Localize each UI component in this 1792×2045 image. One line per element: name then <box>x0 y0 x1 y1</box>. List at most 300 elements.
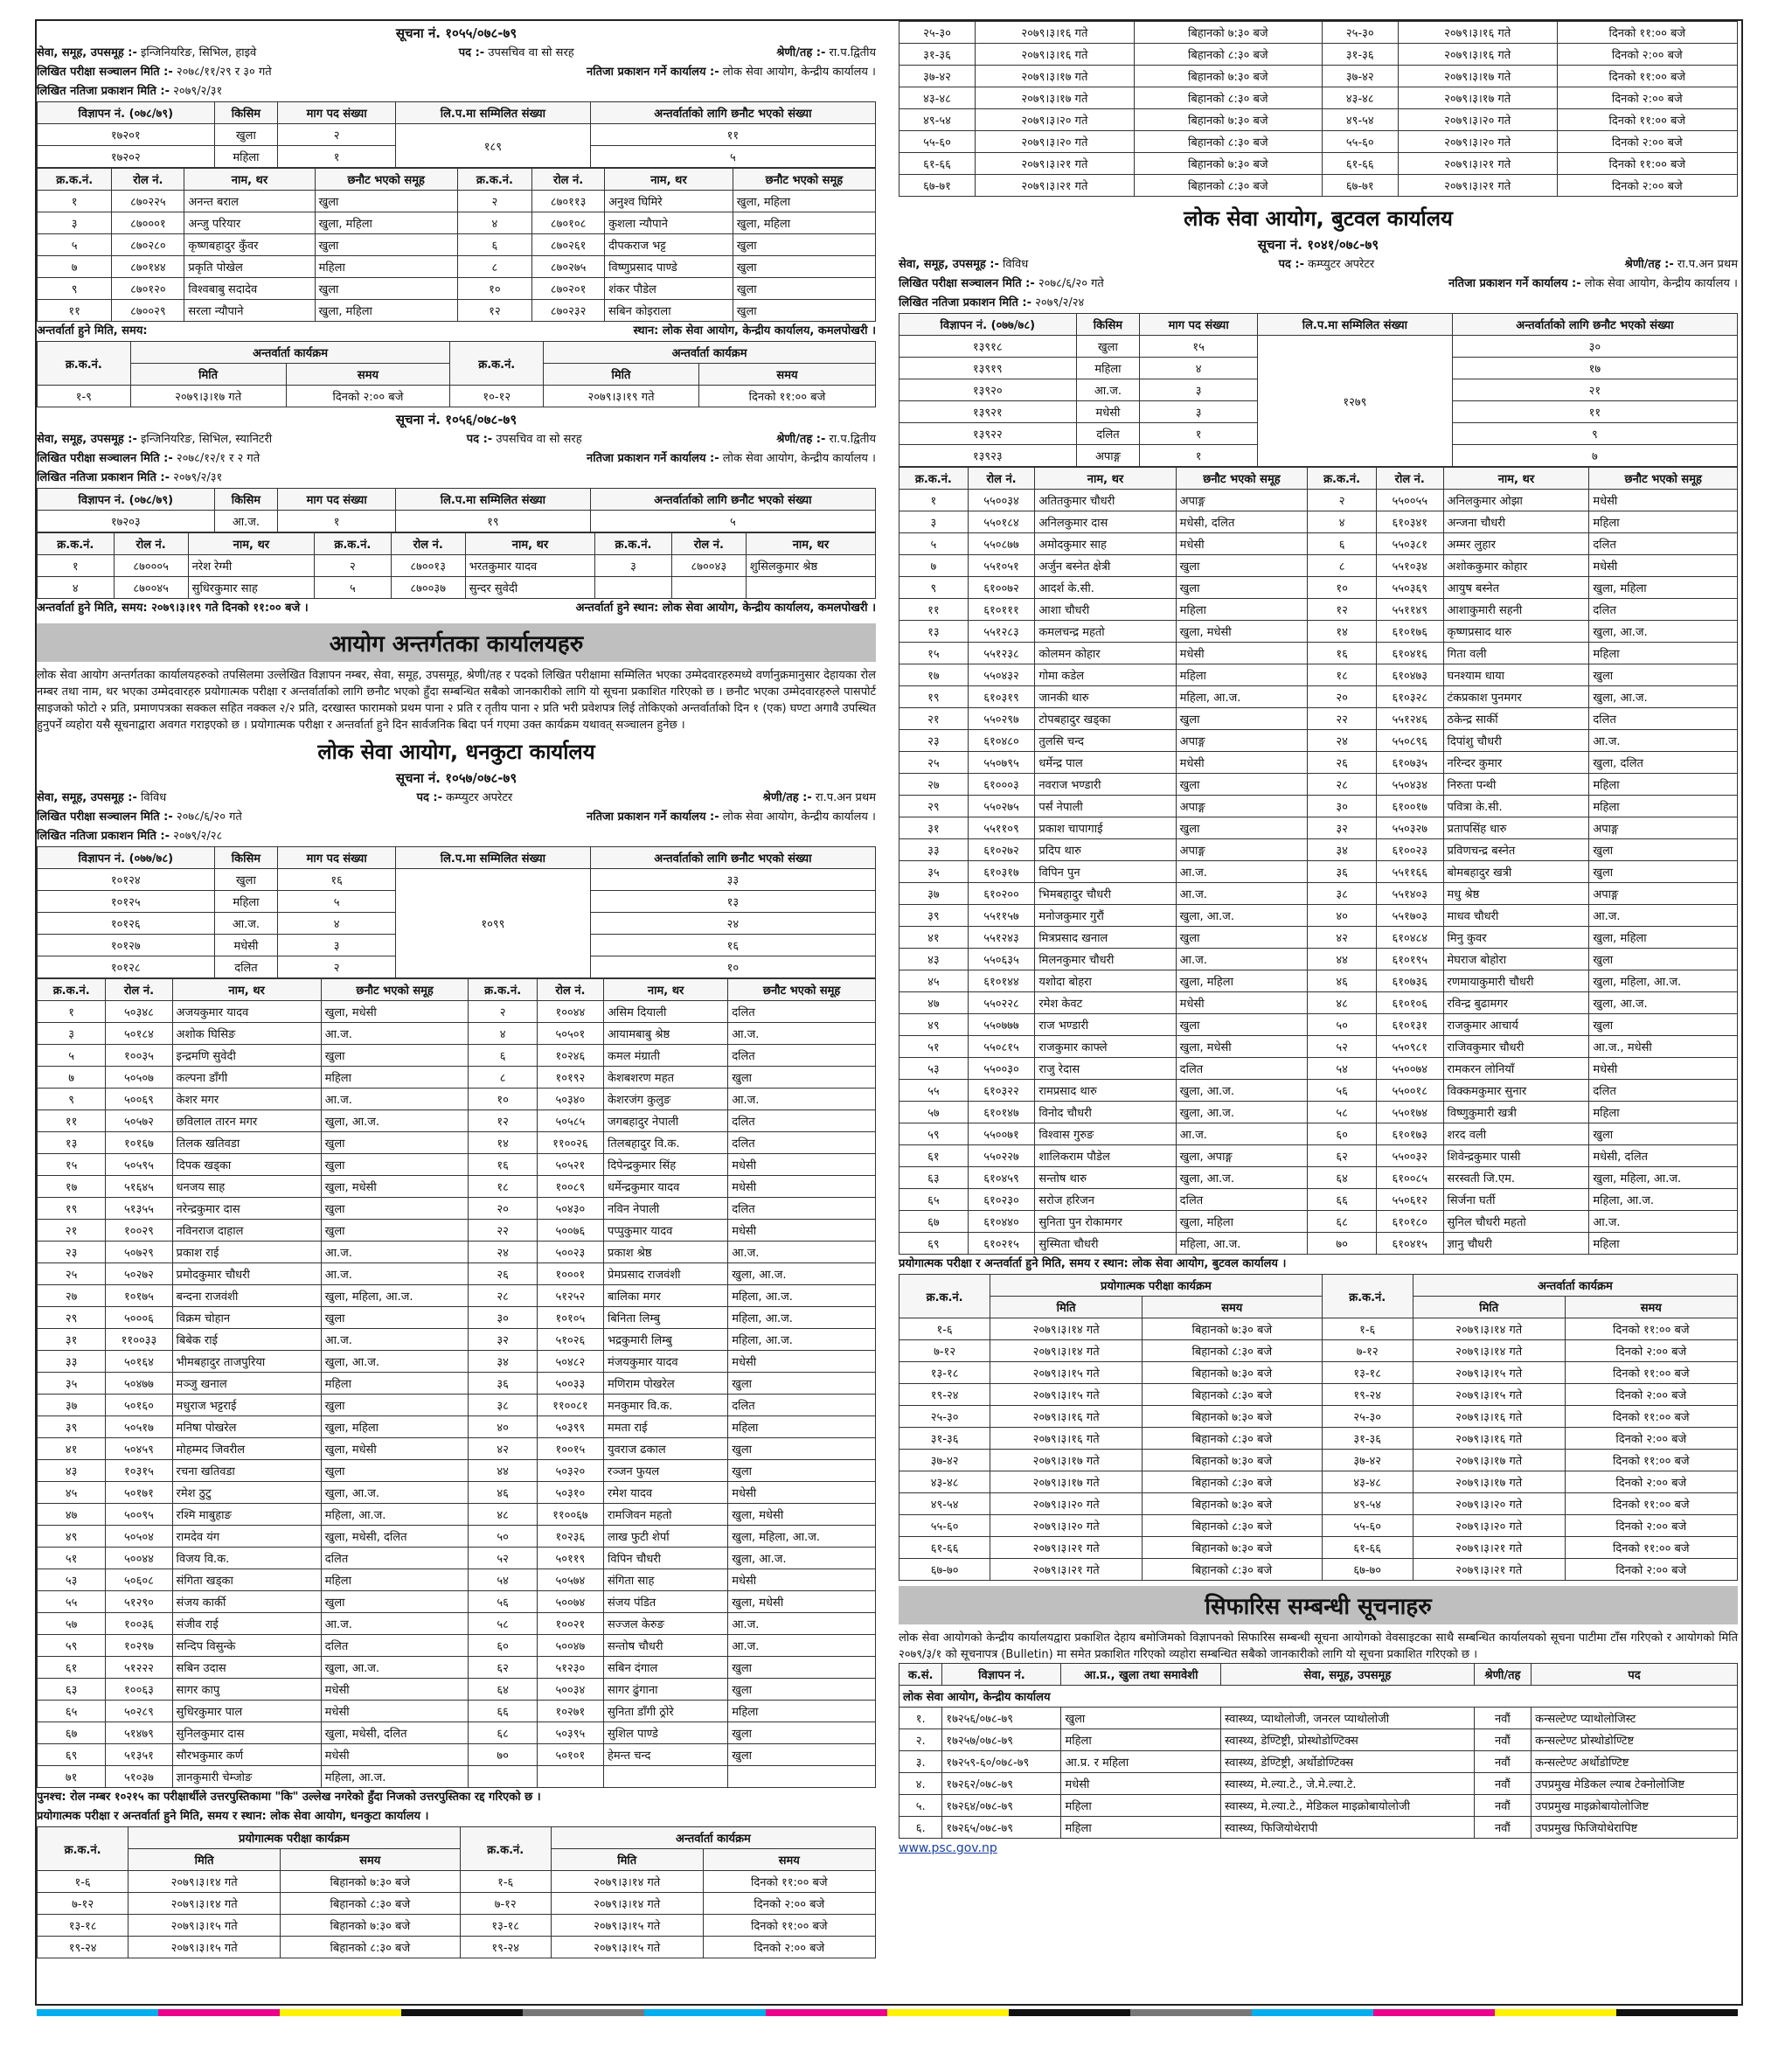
table-cell: १३९१८ <box>899 336 1077 358</box>
table-cell: ६ <box>469 1045 537 1067</box>
table-cell: नवराज भण्डारी <box>1035 774 1176 796</box>
table-cell: महिला <box>1589 796 1738 817</box>
column-header: क्र.क.नं. <box>1322 1275 1413 1318</box>
table-row <box>899 22 1738 44</box>
table-cell: खुला, आ.ज. <box>1176 1167 1308 1189</box>
table-row <box>899 970 1738 992</box>
table-row <box>899 686 1738 708</box>
table-cell: ३३ <box>38 1351 106 1373</box>
table-cell: दलित <box>728 1001 876 1023</box>
table-cell: बिहानको ७:३० बजे <box>1142 1406 1322 1428</box>
table-cell: ४ <box>469 1023 537 1045</box>
table-cell: ६१०१७३ <box>1376 1123 1443 1145</box>
table-cell: खुला <box>728 1460 876 1482</box>
table-cell: ३ <box>1140 379 1258 401</box>
table-cell: ५५०३२७ <box>1376 817 1443 839</box>
table-cell: ५५११०९ <box>968 817 1035 839</box>
table-cell: बिहानको ७:३० बजे <box>1142 1493 1322 1515</box>
table-cell: राज भण्डारी <box>1035 1014 1176 1036</box>
table-cell: ९ <box>1452 423 1737 445</box>
table-cell: ५५०७९५ <box>968 752 1035 774</box>
column-header: श्रेणी/तह <box>1474 1664 1532 1686</box>
table-cell: २०७९।३।२० गते <box>990 1515 1143 1537</box>
table-cell: कन्सल्टेण्ट प्याथोलोजिस्ट <box>1532 1708 1738 1729</box>
table-cell: भद्रकुमारी लिम्बु <box>604 1329 728 1351</box>
table-cell: दलित <box>728 1395 876 1416</box>
table-cell: १०२३६ <box>537 1526 603 1548</box>
table-cell: खुला, आ.ज. <box>321 1351 469 1373</box>
table-cell: शरद वली <box>1443 1123 1589 1145</box>
table-cell: ५००३४ <box>537 1679 603 1701</box>
column-header: क्र.क.नं. <box>38 533 115 555</box>
column-header: छनौट भएको समूह <box>728 979 876 1001</box>
table-cell: संगिता साह <box>604 1569 728 1591</box>
table-cell: युवराज ढकाल <box>604 1438 728 1460</box>
table-cell: नवौं <box>1474 1817 1532 1839</box>
table-cell: ११ <box>38 1110 106 1132</box>
table-cell: मोहम्मद जिवरील <box>172 1438 321 1460</box>
table-cell: १ <box>1140 423 1258 445</box>
column-header: क्र.क.नं. <box>38 169 112 191</box>
table-cell: खुला <box>1061 1708 1221 1729</box>
table-cell: २०७९।३।१४ गते <box>128 1871 281 1893</box>
table-cell: ६० <box>1308 1123 1377 1145</box>
table-cell: २७ <box>899 774 969 796</box>
table-cell: दिनको २:०० बजे <box>1565 1428 1737 1450</box>
column-header: विज्ञापन नं. (०७७/७८) <box>38 847 215 869</box>
table-cell: दिनको २:०० बजे <box>1565 1559 1737 1581</box>
table-cell: १०१०५ <box>537 1307 603 1329</box>
table-cell: ५१३५१ <box>106 1744 172 1766</box>
column-header: रोल नं. <box>671 533 746 555</box>
table-cell: ११ <box>1452 401 1737 423</box>
table-cell: १७२५७/०७८-७९ <box>942 1729 1061 1751</box>
table-cell: दिनको २:०० बजे <box>703 1893 875 1915</box>
table-cell: ५०५१७ <box>106 1416 172 1438</box>
table-cell: १००६३ <box>106 1679 172 1701</box>
column-header: अन्तर्वार्ता कार्यक्रम <box>1413 1275 1737 1297</box>
table-cell: ४३ <box>899 949 969 970</box>
notice-2-interview-line: अन्तर्वार्ता हुने मिति, समय: २०७९।३।१९ गते दिनको ११:०० बजे । अन्तर्वार्ता हुने स्थान: लोक सेवा आयोग, केन्द्रीय कार्यालय, कमलपोखरी । <box>37 602 876 615</box>
table-cell: महिला <box>1061 1729 1221 1751</box>
table-cell: आ.ज. <box>321 1329 469 1351</box>
column-header: समय <box>280 1849 460 1871</box>
total-count: १०९९ <box>395 869 590 978</box>
table-row <box>38 555 876 577</box>
table-cell: महिला, आ.ज. <box>1176 686 1308 708</box>
table-cell: १०२९७ <box>106 1635 172 1657</box>
table-cell: ९ <box>899 577 969 599</box>
table-cell: बिहानको ८:३० बजे <box>1142 1428 1322 1450</box>
table-row <box>38 1915 876 1937</box>
table-cell: बिहानको ७:३० बजे <box>1142 1537 1322 1559</box>
table-cell: आ.ज. <box>728 1242 876 1263</box>
table-cell: ४४ <box>469 1460 537 1482</box>
table-cell: १०३१५ <box>106 1460 172 1482</box>
table-cell: ४० <box>1308 905 1377 927</box>
table-cell: ५०१६० <box>106 1395 172 1416</box>
table-row <box>899 1123 1738 1145</box>
table-cell: ६१००७२ <box>968 577 1035 599</box>
table-cell: ५ <box>278 891 396 913</box>
table-cell: खुला, मधेसी <box>1176 1036 1308 1058</box>
table-cell: खुला, महिला <box>1589 577 1738 599</box>
table-cell: हेमन्त चन्द <box>604 1744 728 1766</box>
dhankuta-meta-1: सेवा, समूह, उपसमूह :- विविध पद :- कम्प्युटर अपरेटर श्रेणी/तह :- रा.प.अन प्रथम <box>37 791 876 804</box>
column-header: क्र.क.नं. <box>460 1827 551 1871</box>
table-cell: सज्जल केरुङ <box>604 1613 728 1635</box>
table-cell: १९-२४ <box>460 1937 551 1958</box>
table-cell: खुला, महिला, आ.ज. <box>321 1285 469 1307</box>
table-row <box>899 1384 1738 1406</box>
table-row <box>38 1329 876 1351</box>
column-header: छनौट भएको समूह <box>1589 468 1738 490</box>
table-cell: ५०४५९ <box>106 1438 172 1460</box>
table-row <box>899 796 1738 817</box>
table-cell: दिनको ११:०० बजे <box>1565 1318 1737 1340</box>
table-cell: ६४ <box>469 1679 537 1701</box>
table-cell: ५५००३२ <box>1376 1145 1443 1167</box>
table-row <box>38 1679 876 1701</box>
table-cell: खुला, मधेसी, दलित <box>321 1526 469 1548</box>
table-cell: ५ <box>38 234 112 256</box>
table-cell: खुला <box>733 256 875 278</box>
table-row <box>38 1701 876 1722</box>
table-cell: आशा चौधरी <box>1035 599 1176 621</box>
table-cell: अपाङ्ग <box>1176 839 1308 861</box>
table-cell: ६१-६६ <box>899 1537 990 1559</box>
table-cell: धर्मेन्द्रकुमार यादव <box>604 1176 728 1198</box>
table-cell: २०७९।३।१७ गते <box>990 1450 1143 1471</box>
table-row <box>38 1438 876 1460</box>
table-cell: खुला, महिला <box>1176 1211 1308 1233</box>
table-cell: ६७-७१ <box>1322 175 1398 197</box>
table-cell: २०७९।३।२० गते <box>1413 1493 1565 1515</box>
table-cell: महिला <box>1589 511 1738 533</box>
table-row <box>899 1559 1738 1581</box>
table-cell: महिला, आ.ज. <box>728 1285 876 1307</box>
table-cell: १०००१ <box>537 1263 603 1285</box>
table-cell: १२ <box>1308 599 1377 621</box>
table-cell: २०७९।३।१७ गते <box>1398 66 1557 87</box>
notice-2-summary-table: विज्ञापन नं. (०७८/७९) किसिम माग पद संख्या लि.प.मा सम्मिलित संख्या अन्तर्वार्ताको लागि छनौट भएको संख्या १७२०३ आ.ज. १ १९ ५ <box>37 488 876 532</box>
table-cell: अपाङ्ग <box>1589 883 1738 905</box>
table-cell: ५५०७७७ <box>968 1014 1035 1036</box>
recommendation-band: सिफारिस सम्बन्धी सूचनाहरु <box>899 1586 1738 1624</box>
column-header: पद <box>1532 1664 1738 1686</box>
table-cell: २०७९।३।१७ गते <box>976 66 1135 87</box>
table-cell: २० <box>469 1198 537 1220</box>
table-cell: ५५०९८१ <box>1376 1036 1443 1058</box>
table-cell: २०७९।३।१७ गते <box>1398 87 1557 109</box>
table-cell: १३९२१ <box>899 401 1077 423</box>
table-cell: ५८ <box>1308 1102 1377 1123</box>
table-cell: बिहानको ८:३० बजे <box>1142 1515 1322 1537</box>
table-cell: सुन्दर सुवेदी <box>465 577 594 599</box>
table-cell: खुला, मधेसी, दलित <box>321 1722 469 1744</box>
table-cell: २ <box>469 1001 537 1023</box>
table-cell: २०७९।३।१६ गते <box>976 22 1135 44</box>
column-header: लि.प.मा सम्मिलित संख्या <box>1257 314 1452 336</box>
table-cell: ५१६४५ <box>106 1176 172 1198</box>
table-cell: १६ <box>278 869 396 891</box>
table-cell: ७ <box>38 256 112 278</box>
column-header: प्रयोगात्मक परीक्षा कार्यक्रम <box>128 1827 460 1849</box>
table-cell: मधु श्रेष्ठ <box>1443 883 1589 905</box>
butwal-meta-3: लिखित नतिजा प्रकाशन मिति :- २०७९/२/२४ <box>899 296 1085 310</box>
column-header: मिति <box>551 1849 703 1871</box>
table-cell: खुला, महिला <box>315 212 457 234</box>
table-row <box>899 1729 1738 1751</box>
table-cell: मनिषा पोखरेल <box>172 1416 321 1438</box>
table-cell: ६. <box>899 1817 942 1839</box>
table-cell: ३३ <box>899 839 969 861</box>
table-cell: २१ <box>899 708 969 730</box>
table-cell: बिहानको ७:३० बजे <box>1134 22 1322 44</box>
table-row <box>38 1937 876 1958</box>
table-row <box>38 1722 876 1744</box>
table-cell: ५५००७४ <box>1376 1058 1443 1080</box>
table-cell: दिपांशु चौधरी <box>1443 730 1589 752</box>
table-cell: ५१ <box>38 1548 106 1569</box>
table-cell: ६१०१११ <box>968 599 1035 621</box>
table-cell: ७ <box>899 555 969 577</box>
table-cell: १९ <box>899 686 969 708</box>
table-cell: स्वास्थ्य, मे.ल्या.टे., मेडिकल माइक्रोबायोलोजी <box>1221 1795 1475 1817</box>
table-cell: ५०१०१ <box>537 1744 603 1766</box>
table-cell: खुला <box>321 1045 469 1067</box>
table-row <box>899 1233 1738 1255</box>
table-cell: २ <box>315 555 392 577</box>
table-cell: २०७९।३।२१ गते <box>1398 175 1557 197</box>
table-cell: ५३ <box>899 1058 969 1080</box>
column-header: प्रयोगात्मक परीक्षा कार्यक्रम <box>990 1275 1322 1297</box>
table-cell: ५५-६० <box>899 1515 990 1537</box>
table-cell: ५०२८९ <box>106 1701 172 1722</box>
column-header: नाम, थर <box>1443 468 1589 490</box>
table-row <box>38 191 876 212</box>
table-cell: ५०३९९ <box>537 1416 603 1438</box>
table-cell: महिला <box>1076 358 1140 379</box>
table-cell: नरेश रेग्मी <box>188 555 314 577</box>
column-header: विज्ञापन नं. <box>942 1664 1061 1686</box>
table-cell: विपिन पुन <box>1035 861 1176 883</box>
table-cell: केशबशरण महत <box>604 1067 728 1089</box>
table-cell: खुला, आ.ज. <box>1176 1080 1308 1102</box>
column-header: समय <box>1142 1297 1322 1318</box>
column-header: रोल नं. <box>112 169 184 191</box>
table-cell: ६७-७० <box>1322 1559 1413 1581</box>
dhankuta-meta-3: लिखित नतिजा प्रकाशन मिति :- २०७९/२/२८ <box>37 830 223 843</box>
table-cell: मधेसी <box>1589 1058 1738 1080</box>
table-row <box>38 278 876 300</box>
table-cell: दिनको २:०० बजे <box>1565 1515 1737 1537</box>
table-cell: सुस्मिता चौधरी <box>1035 1233 1176 1255</box>
butwal-practical-line: प्रयोगात्मक परीक्षा र अन्तर्वार्ता हुने मिति, समय र स्थान: लोक सेवा आयोग, बुटवल कार्यालय । <box>899 1257 1287 1270</box>
table-cell: १. <box>899 1708 942 1729</box>
table-cell: ६१०१४७ <box>968 1102 1035 1123</box>
table-cell: स्वास्थ्य, मे.ल्या.टे., जे.मे.ल्या.टे. <box>1221 1773 1475 1795</box>
table-cell: खुला <box>214 869 278 891</box>
table-row <box>899 664 1738 686</box>
table-cell: दलित <box>321 1548 469 1569</box>
table-cell: १००८९ <box>537 1176 603 1198</box>
table-cell: ८७०२२५ <box>112 191 184 212</box>
table-row <box>38 1307 876 1329</box>
notice-2-candidate-table <box>37 532 876 599</box>
table-cell: प्रतापसिंह धारु <box>1443 817 1589 839</box>
table-row <box>899 153 1738 175</box>
table-cell: ६१०४१६ <box>1376 643 1443 664</box>
table-cell: १०१७५ <box>106 1285 172 1307</box>
butwal-meta-2: लिखित परीक्षा सञ्चालन मिति :- २०७८/६/२० गते नतिजा प्रकाशन गर्ने कार्यालय :- लोक सेवा आयोग, केन्द्रीय कार्यालय । <box>899 277 1738 290</box>
table-cell: दिपक खड्का <box>172 1154 321 1176</box>
table-cell: १००३५ <box>106 1045 172 1067</box>
table-cell: १००२९ <box>106 1220 172 1242</box>
table-cell: २०७९।३।१५ गते <box>128 1915 281 1937</box>
table-cell: ४९ <box>899 1014 969 1036</box>
table-cell: ४३-४८ <box>1322 87 1398 109</box>
table-cell: २०७९।३।१५ गते <box>990 1362 1143 1384</box>
table-cell: खुला, मधेसी <box>321 1438 469 1460</box>
column-header: क्र.क.नं. <box>38 979 106 1001</box>
table-cell: ६८ <box>469 1722 537 1744</box>
office-name: लोक सेवा आयोग, केन्द्रीय कार्यालय <box>899 1686 1738 1708</box>
table-cell: खुला <box>1589 664 1738 686</box>
table-cell: २०७९।३।१४ गते <box>990 1318 1143 1340</box>
table-cell: ५००६९ <box>106 1089 172 1110</box>
table-row <box>899 643 1738 664</box>
table-cell: मधेसी <box>728 1220 876 1242</box>
table-cell: ४ <box>278 913 396 935</box>
table-cell: ११ <box>899 599 969 621</box>
table-row <box>38 1001 876 1023</box>
table-cell: २०७९।३।१४ गते <box>551 1893 703 1915</box>
table-cell: बिहानको ७:३० बजे <box>1142 1362 1322 1384</box>
table-cell: ५१०३७ <box>106 1766 172 1788</box>
table-cell: ४३-४८ <box>1322 1471 1413 1493</box>
table-cell: ३७-४२ <box>1322 66 1398 87</box>
table-cell: खुला <box>728 1438 876 1460</box>
table-cell: ८७०००५ <box>114 555 188 577</box>
table-cell: ११००३३ <box>106 1329 172 1351</box>
column-header: आ.प्र., खुला तथा समावेशी <box>1061 1664 1221 1686</box>
table-row <box>38 1613 876 1635</box>
butwal-schedule-table <box>899 1274 1738 1581</box>
table-cell: ४८ <box>1308 992 1377 1014</box>
table-cell: महिला <box>321 1067 469 1089</box>
table-cell: १ <box>38 1001 106 1023</box>
table-cell: खुला <box>1076 336 1140 358</box>
table-cell: २३ <box>899 730 969 752</box>
table-cell: १६ <box>469 1154 537 1176</box>
table-cell: २०७९।३।१७ गते <box>990 1471 1143 1493</box>
table-row <box>38 1871 876 1893</box>
table-cell: २५-३० <box>1322 22 1398 44</box>
table-cell: ५५०४३४ <box>1376 774 1443 796</box>
psc-website-link[interactable]: www.psc.gov.np <box>899 1841 997 1855</box>
table-cell: संगिता खड्का <box>172 1569 321 1591</box>
dhankuta-note: पुनश्च: रोल नम्बर १०२१५ का परीक्षार्थीले उत्तरपुस्तिकामा "कि" उल्लेख नगरेको हुँदा निजको उत्तरपुस्तिका रद्द गरिएको छ । <box>37 1791 541 1804</box>
table-cell: आशाकुमारी सहनी <box>1443 599 1589 621</box>
table-cell: ५००९५ <box>106 1504 172 1526</box>
table-cell: उपप्रमुख फिजियोथेरापिष्ट <box>1532 1817 1738 1839</box>
table-cell: ३७-४२ <box>899 1450 990 1471</box>
column-header: नाम, थर <box>1035 468 1176 490</box>
table-cell: अपाङ्ग <box>1176 730 1308 752</box>
table-cell: खुला <box>1176 708 1308 730</box>
table-cell: २०७९।३।१६ गते <box>1413 1428 1565 1450</box>
table-cell: २०७९।३।२० गते <box>1398 131 1557 153</box>
table-cell: महिला, आ.ज. <box>1176 1233 1308 1255</box>
table-cell: ५९ <box>899 1123 969 1145</box>
table-cell: ५५०२९७ <box>968 708 1035 730</box>
table-cell: संजीव राई <box>172 1613 321 1635</box>
table-cell: खुला, आ.ज. <box>1589 992 1738 1014</box>
table-cell: ५५०४३२ <box>968 664 1035 686</box>
table-cell: टंकप्रकाश पुनमगर <box>1443 686 1589 708</box>
table-cell: दिनको ११:०० बजे <box>1557 109 1737 131</box>
table-cell: १००३६ <box>106 1613 172 1635</box>
table-cell: ४६ <box>469 1482 537 1504</box>
table-cell: ५०७२९ <box>106 1242 172 1263</box>
table-cell: ५५०१७४ <box>1376 1102 1443 1123</box>
table-cell: खुला, मधेसी <box>728 1591 876 1613</box>
table-cell: ६७ <box>38 1722 106 1744</box>
table-cell: कल्पना डाँगी <box>172 1067 321 1089</box>
table-cell: खुला, आ.ज. <box>728 1548 876 1569</box>
table-cell: २. <box>899 1729 942 1751</box>
table-cell: यशोदा बोहरा <box>1035 970 1176 992</box>
table-cell: दलित <box>1589 599 1738 621</box>
table-cell: ५०१६४ <box>106 1351 172 1373</box>
table-cell: अशोककुमार कोहार <box>1443 555 1589 577</box>
table-cell: १०१२५ <box>38 891 215 913</box>
table-cell: २०७९।३।१६ गते <box>990 1428 1143 1450</box>
table-cell: मधेसी, दलित <box>1176 511 1308 533</box>
table-cell: सुनिल चौधरी महतो <box>1443 1211 1589 1233</box>
table-cell: २०७९।३।१४ गते <box>990 1340 1143 1362</box>
table-cell: कोलमन कोहार <box>1035 643 1176 664</box>
table-cell: नवौं <box>1474 1729 1532 1751</box>
table-row <box>38 1893 876 1915</box>
table-cell: खुला <box>728 1679 876 1701</box>
table-cell: ५०५०७ <box>106 1067 172 1089</box>
dhankuta-summary-table <box>37 846 876 978</box>
table-cell: सुधिरकुमार पाल <box>172 1701 321 1722</box>
table-cell: विष्णुकुमारी खत्री <box>1443 1102 1589 1123</box>
column-header: अन्तर्वार्ता कार्यक्रम <box>551 1827 875 1849</box>
table-cell: १ <box>38 555 115 577</box>
table-cell: सौरभकुमार कर्ण <box>172 1744 321 1766</box>
table-cell: ६१०२७२ <box>968 839 1035 861</box>
table-cell: प्रकाश चापागाई <box>1035 817 1176 839</box>
table-row <box>899 511 1738 533</box>
table-cell: महिला <box>1589 643 1738 664</box>
table-cell: १३९१९ <box>899 358 1077 379</box>
column-header: समय <box>1565 1297 1737 1318</box>
table-cell: ६९ <box>38 1744 106 1766</box>
table-cell: मधेसी <box>1176 533 1308 555</box>
table-header-row <box>899 1664 1738 1686</box>
table-cell: २०७९।३।२० गते <box>990 1493 1143 1515</box>
table-cell: खुला <box>321 1198 469 1220</box>
table-cell: दिनको २:०० बजे <box>1557 44 1737 66</box>
table-cell: २०७९।३।२१ गते <box>990 1559 1143 1581</box>
table-cell: २८ <box>1308 774 1377 796</box>
table-cell: मिनु कुवर <box>1443 927 1589 949</box>
table-cell: माधव चौधरी <box>1443 905 1589 927</box>
